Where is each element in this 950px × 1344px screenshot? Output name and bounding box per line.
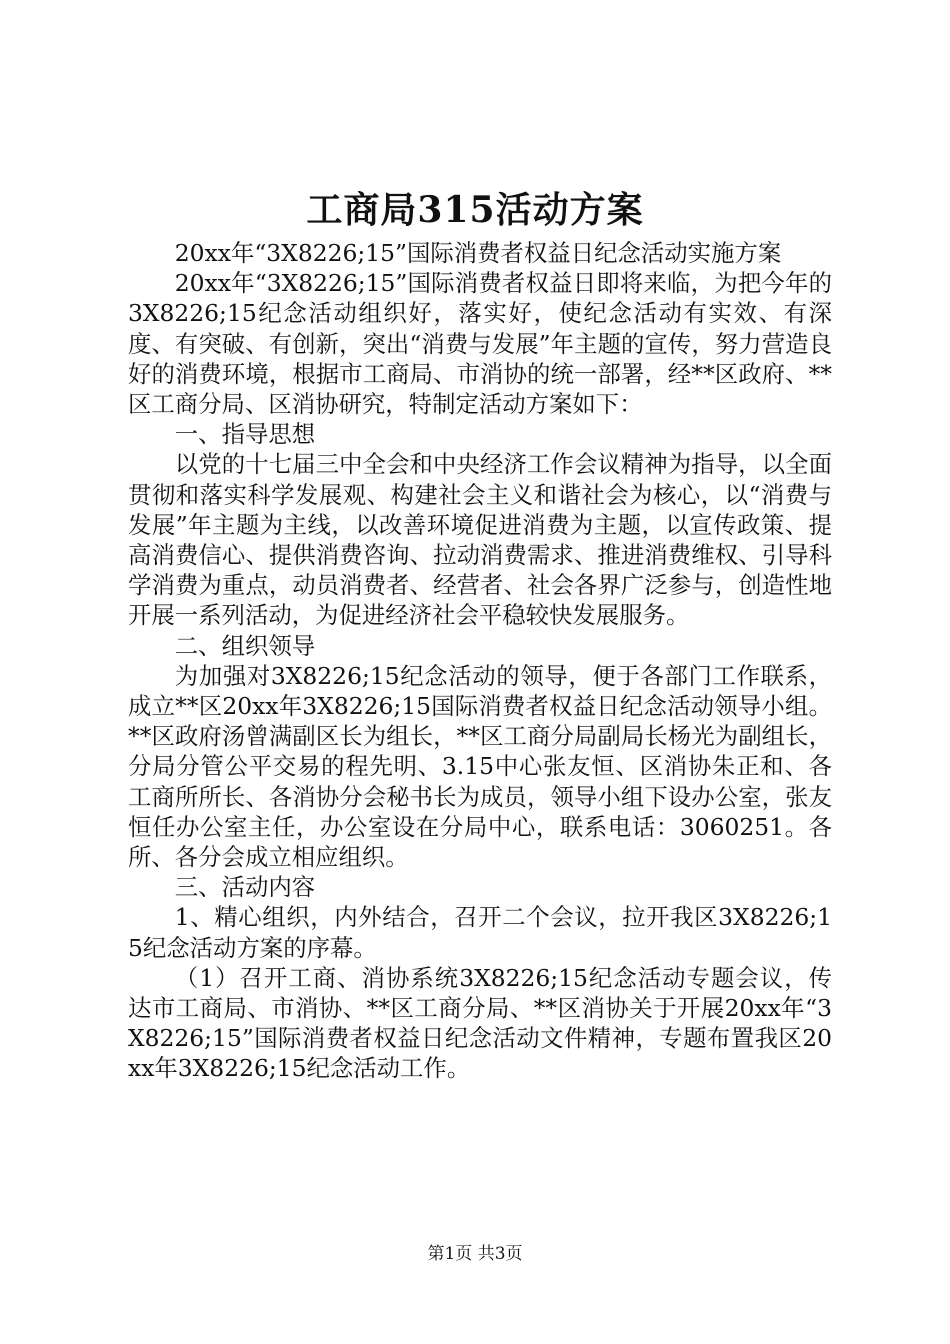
section-heading-activities: 三、活动内容	[174, 873, 316, 902]
section-heading-guiding-thought: 一、指导思想	[174, 420, 316, 449]
page-footer: 第1页 共3页	[427, 1244, 523, 1264]
activity-item-1: 1、精心组织，内外结合，召开二个会议，拉开我区3X8226;15纪念活动方案的序幕。	[128, 903, 832, 962]
document-body	[128, 238, 832, 1084]
organization-paragraph: 为加强对3X8226;15纪念活动的领导，便于各部门工作联系，成立**区20xx年3X8226;15国际消费者权益日纪念活动领导小组。**区政府汤曾满副区长为组长，**区工商分局副局长杨光为副组长，分局分管公平交易的程先明、3.15中心张友恒、区消协朱正和、各工商所所长、各消协分会秘书长为成员，领导小组下设办公室，张友恒任办公室主任，办公室设在分局中心，联系电话：3060251。各所、各分会成立相应组织。	[128, 661, 832, 872]
guiding-thought-paragraph: 以党的十七届三中全会和中央经济工作会议精神为指导，以全面贯彻和落实科学发展观、构建社会主义和谐社会为核心，以“消费与发展”年主题为主线，以改善环境促进消费为主题，以宣传政策、提高消费信心、提供消费咨询、拉动消费需求、推进消费维权、引导科学消费为重点，动员消费者、经营者、社会各界广泛参与，创造性地开展一系列活动，为促进经济社会平稳较快发展服务。	[128, 450, 832, 630]
intro-paragraph: 20xx年“3X8226;15”国际消费者权益日即将来临，为把今年的3X8226;15纪念活动组织好，落实好，使纪念活动有实效、有深度、有突破、有创新，突出“消费与发展”年主题的宣传，努力营造良好的消费环境，根据市工商局、市消协的统一部署，经**区政府、**区工商分局、区消协研究，特制定活动方案如下：	[128, 269, 832, 419]
activity-subitem-1: （1）召开工商、消协系统3X8226;15纪念活动专题会议，传达市工商局、市消协、**区工商分局、**区消协关于开展20xx年“3X8226;15”国际消费者权益日纪念活动文件精神，专题布置我区20xx年3X8226;15纪念活动工作。	[128, 963, 832, 1083]
document-title: 工商局315活动方案	[306, 189, 644, 231]
subtitle-paragraph: 20xx年“3X8226;15”国际消费者权益日纪念活动实施方案	[174, 239, 782, 267]
section-heading-organization: 二、组织领导	[174, 631, 316, 660]
